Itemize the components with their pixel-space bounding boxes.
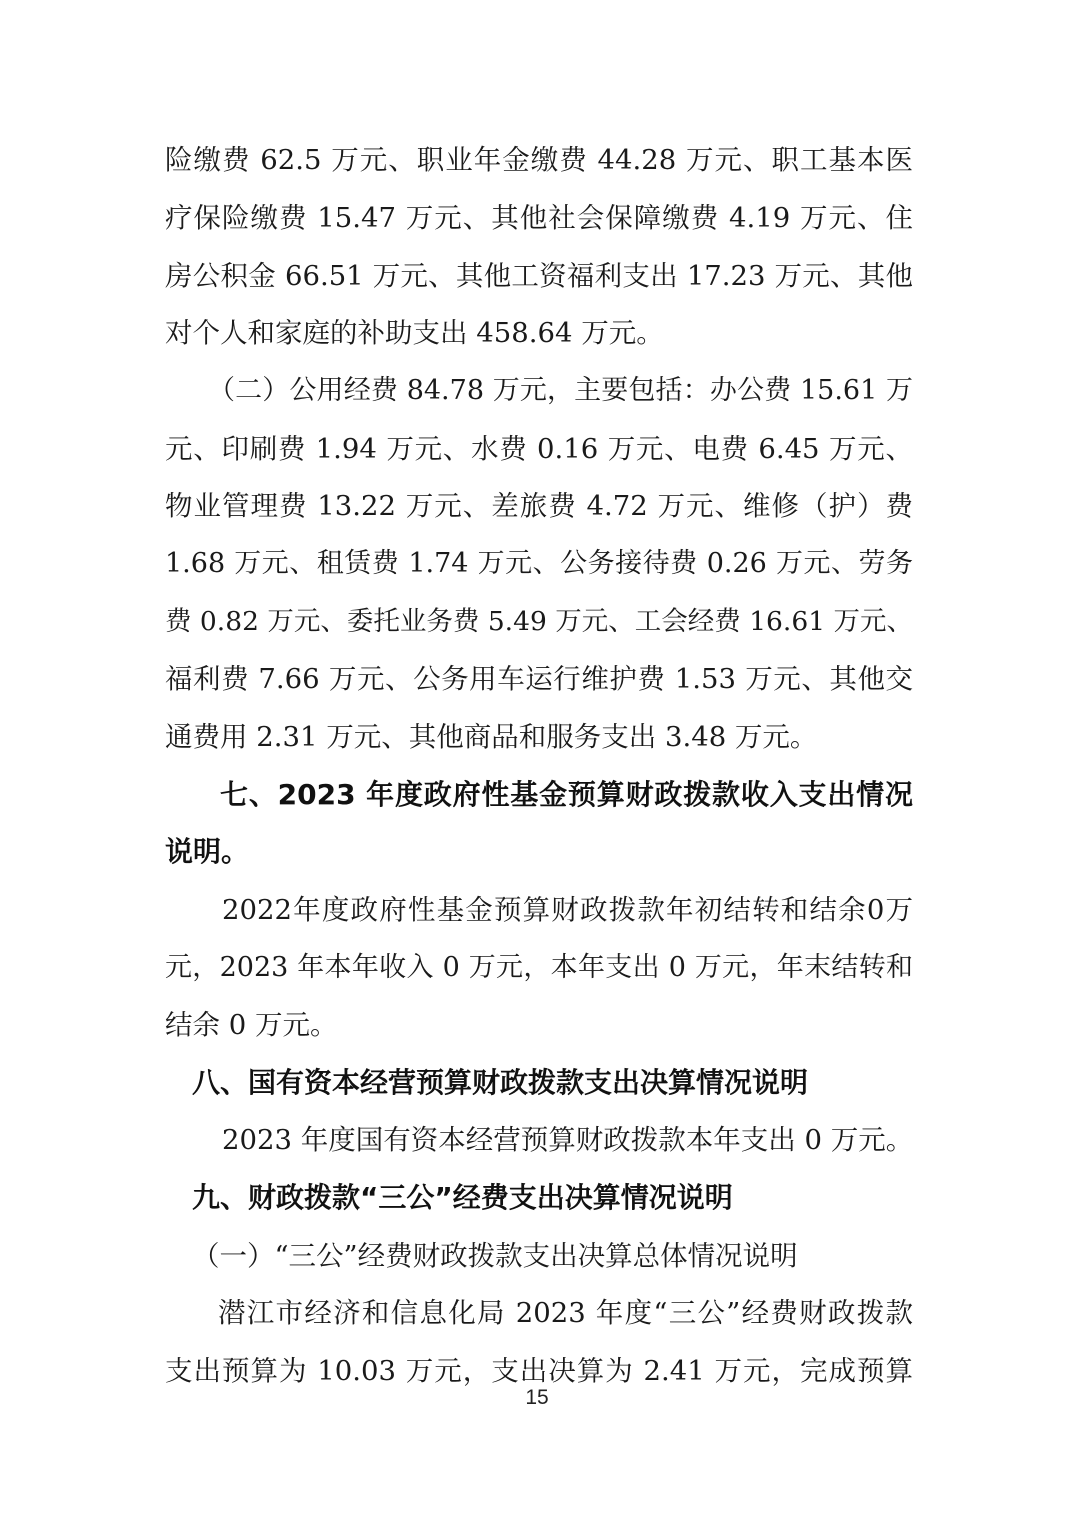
body-text-line: 潜江市经济和信息化局 2023 年度“三公”经费财政拨款	[218, 1297, 913, 1329]
body-text-line: 结余 0 万元。	[165, 1009, 338, 1041]
body-text-line: 支出预算为 10.03 万元，支出决算为 2.41 万元，完成预算	[165, 1355, 913, 1387]
body-text-line: 房公积金 66.51 万元、其他工资福利支出 17.23 万元、其他	[165, 260, 913, 292]
body-text-line: 2023 年度国有资本经营预算财政拨款本年支出 0 万元。	[222, 1124, 914, 1156]
page-number: 15	[525, 1386, 549, 1409]
body-text-line: 费 0.82 万元、委托业务费 5.49 万元、工会经费 16.61 万元、	[165, 606, 913, 637]
section-heading-7-cont: 说明。	[165, 835, 250, 868]
body-text-line: 元，2023 年本年收入 0 万元，本年支出 0 万元，年末结转和	[165, 952, 913, 983]
body-text-line: 疗保险缴费 15.47 万元、其他社会保障缴费 4.19 万元、住	[165, 202, 913, 234]
body-text-line: （二）公用经费 84.78 万元，主要包括：办公费 15.61 万	[208, 375, 913, 406]
body-text-line: 1.68 万元、租赁费 1.74 万元、公务接待费 0.26 万元、劳务	[165, 548, 913, 579]
subsection-heading: （一）“三公”经费财政拨款支出决算总体情况说明	[192, 1240, 798, 1272]
body-text-line: 福利费 7.66 万元、公务用车运行维护费 1.53 万元、其他交	[165, 663, 913, 695]
section-heading-8: 八、国有资本经营预算财政拨款支出决算情况说明	[192, 1066, 809, 1099]
body-text-line: 2022年度政府性基金预算财政拨款年初结转和结余0万	[222, 894, 913, 926]
body-text-line: 对个人和家庭的补助支出 458.64 万元。	[165, 317, 664, 349]
body-text-line: 通费用 2.31 万元、其他商品和服务支出 3.48 万元。	[165, 721, 818, 753]
section-heading-7: 七、2023 年度政府性基金预算财政拨款收入支出情况	[220, 778, 913, 811]
body-text-line: 险缴费 62.5 万元、职业年金缴费 44.28 万元、职工基本医	[165, 144, 913, 176]
body-text-line: 元、印刷费 1.94 万元、水费 0.16 万元、电费 6.45 万元、	[165, 433, 913, 465]
section-heading-9: 九、财政拨款“三公”经费支出决算情况说明	[192, 1181, 733, 1214]
body-text-line: 物业管理费 13.22 万元、差旅费 4.72 万元、维修（护）费	[165, 490, 913, 522]
